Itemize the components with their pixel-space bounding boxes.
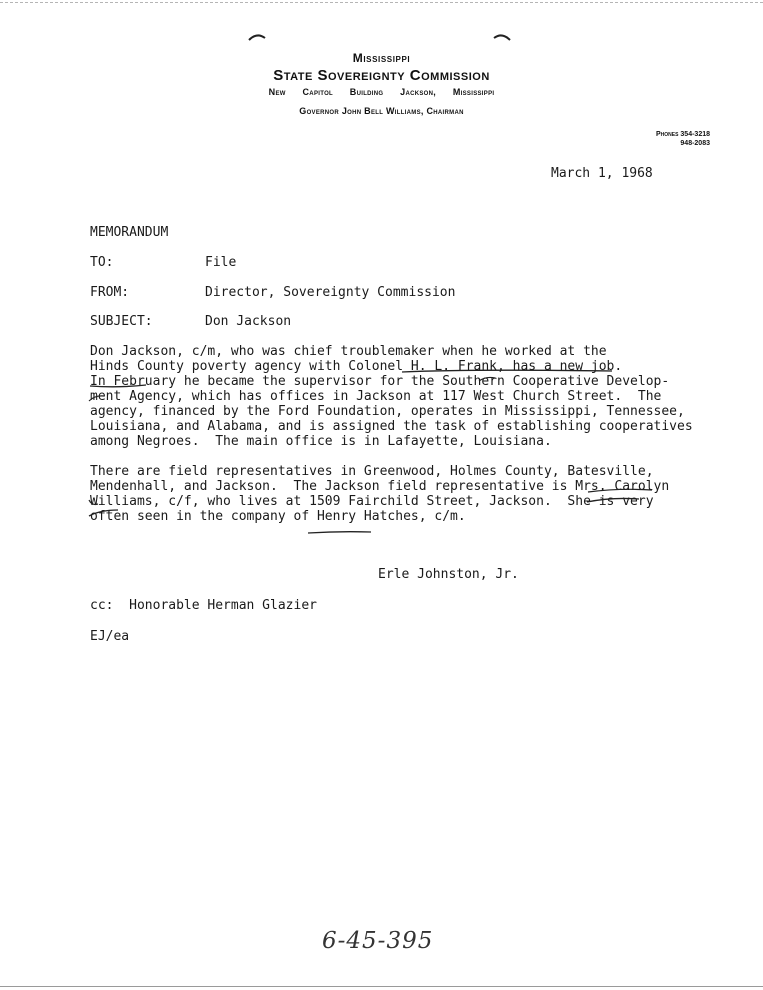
paragraph-line: agency, financed by the Ford Foundation, operates in Mississippi, Tennessee, <box>90 404 685 419</box>
paragraph-line: often seen in the company of Henry Hatches, c/m. <box>90 509 466 524</box>
handwritten-file-number: 6-45-395 <box>322 928 434 954</box>
paragraph-line: Williams, c/f, who lives at 1509 Fairchild Street, Jackson. She is very <box>90 494 654 509</box>
paragraph-line: ment Agency, which has offices in Jackson at 117 West Church Street. The <box>90 389 662 404</box>
memo-heading: MEMORANDUM <box>90 225 169 240</box>
paragraph-line: Mendenhall, and Jackson. The Jackson field representative is Mrs. Carolyn <box>90 479 670 494</box>
punch-mark-left <box>248 32 266 42</box>
from-label: FROM: <box>90 285 130 300</box>
letterhead-phones <box>600 130 710 148</box>
page-top-edge <box>0 2 763 3</box>
paragraph-line: There are field representatives in Greenwood, Holmes County, Batesville, <box>90 464 654 479</box>
letterhead-governor: Governor John Bell Williams, Chairman <box>299 106 464 116</box>
subject-value: Don Jackson <box>205 314 292 329</box>
typist-initials: EJ/ea <box>90 629 130 644</box>
signature-name: Erle Johnston, Jr. <box>378 567 519 582</box>
letterhead-address: New Capitol Building Jackson, Mississippi <box>268 87 495 97</box>
letterhead-commission: State Sovereignty Commission <box>273 67 490 84</box>
memo-date: March 1, 1968 <box>551 166 653 181</box>
from-value: Director, Sovereignty Commission <box>205 285 456 300</box>
subject-label: SUBJECT: <box>90 314 153 329</box>
page-bottom-edge <box>0 986 763 987</box>
paragraph-line: In February he became the supervisor for the Southern Cooperative Develop- <box>90 374 670 389</box>
to-value: File <box>205 255 237 270</box>
phone-line-2: 948-2083 <box>680 140 710 147</box>
body-paragraph-1 <box>90 344 693 449</box>
paragraph-line: among Negroes. The main office is in Lafayette, Louisiana. <box>90 434 552 449</box>
letterhead-state: Mississippi <box>352 51 411 65</box>
carbon-copy-line: cc: Honorable Herman Glazier <box>90 598 317 613</box>
paragraph-line: Hinds County poverty agency with Colonel H. L. Frank, has a new job. <box>90 359 623 374</box>
punch-mark-right <box>493 32 511 42</box>
paragraph-line: Louisiana, and Alabama, and is assigned the task of establishing cooperatives <box>90 419 693 434</box>
phone-line-1: Phones 354-3218 <box>656 131 710 138</box>
paragraph-line: Don Jackson, c/m, who was chief troublemaker when he worked at the <box>90 344 607 359</box>
body-paragraph-2 <box>90 464 690 524</box>
to-label: TO: <box>90 255 114 270</box>
